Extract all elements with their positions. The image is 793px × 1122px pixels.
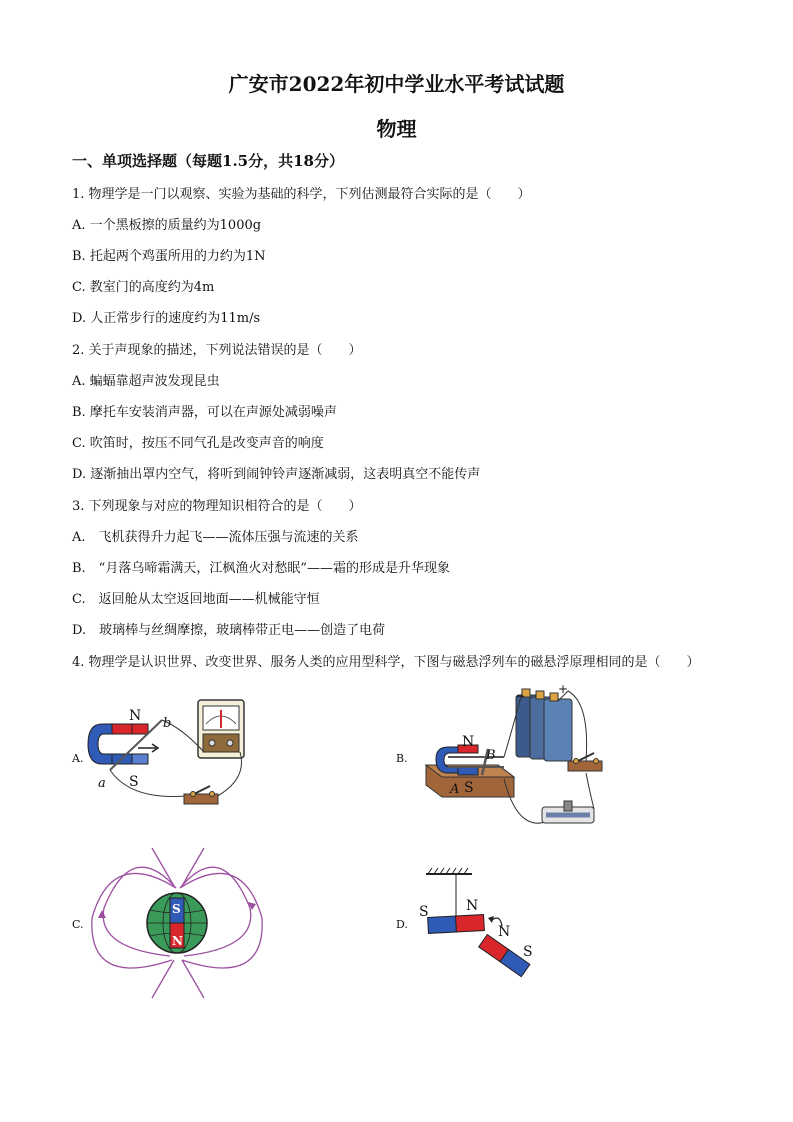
question-2-option-c: C. 吹笛时，按压不同气孔是改变声音的响度 <box>72 436 324 451</box>
figure-d-magnet1-north: N <box>466 898 479 914</box>
figure-d-label: D. <box>396 918 408 931</box>
figure-c-earth-field-diagram <box>92 848 262 998</box>
section-heading: 一、单项选择题（每题1.5分，共18分） <box>72 152 344 170</box>
question-2-option-d: D. 逐渐抽出罩内空气，将听到闹钟铃声逐渐减弱，这表明真空不能传声 <box>72 467 481 482</box>
figure-d-magnet2-north: N <box>498 924 511 940</box>
figure-d-magnet1-south: S <box>419 904 429 920</box>
figure-b-label: B. <box>396 752 408 765</box>
question-1-option-c: C. 教室门的高度约为4m <box>72 280 215 295</box>
question-2-stem: 2. 关于声现象的描述，下列说法错误的是（ ） <box>72 343 362 358</box>
question-2-option-b: B. 摩托车安装消声器，可以在声源处减弱噪声 <box>72 405 337 420</box>
figure-c-label: C. <box>72 918 84 931</box>
question-3-option-a: A. 飞机获得升力起飞——流体压强与流速的关系 <box>72 530 359 545</box>
figure-b-point-b: B <box>486 748 496 763</box>
figure-c-south-label: S <box>172 902 181 916</box>
question-3-option-d: D. 玻璃棒与丝绸摩擦，玻璃棒带正电——创造了电荷 <box>72 623 386 638</box>
figure-a-point-a: a <box>98 776 106 791</box>
question-4-stem: 4. 物理学是认识世界、改变世界、服务人类的应用型科学，下图与磁悬浮列车的磁悬浮原理相同的是（ ） <box>72 655 700 670</box>
figure-b-plus-terminal: + <box>558 682 569 696</box>
figure-a-south-label: S <box>129 774 139 790</box>
figure-d-suspended-magnets-diagram <box>418 868 548 983</box>
figure-a-north-label: N <box>129 708 142 724</box>
exam-title: 广安市2022年初中学业水平考试试题 <box>228 72 565 96</box>
figure-b-minus-terminal: − <box>515 689 526 703</box>
question-1-option-a: A. 一个黑板擦的质量约为1000g <box>72 218 262 233</box>
question-3-option-c: C. 返回舱从太空返回地面——机械能守恒 <box>72 592 320 607</box>
figure-c-north-label: N <box>172 934 183 948</box>
question-1-option-d: D. 人正常步行的速度约为11m/s <box>72 311 261 326</box>
figure-b-point-a: A <box>450 782 460 797</box>
figure-a-point-b: b <box>163 716 172 731</box>
question-3-option-b: B. “月落乌啼霜满天，江枫渔火对愁眠”——霜的形成是升华现象 <box>72 561 450 576</box>
question-3-stem: 3. 下列现象与对应的物理知识相符合的是（ ） <box>72 499 362 514</box>
figure-a-label: A. <box>72 752 84 765</box>
subject-title: 物理 <box>376 117 417 141</box>
figure-d-magnet2-south: S <box>523 944 533 960</box>
figure-a-generator-diagram <box>90 690 260 820</box>
figure-b-south-label: S <box>464 780 474 796</box>
question-2-option-a: A. 蝙蝠靠超声波发现昆虫 <box>72 374 220 389</box>
question-1-option-b: B. 托起两个鸡蛋所用的力约为1N <box>72 249 266 264</box>
figure-b-north-label: N <box>462 734 475 750</box>
figure-b-motor-diagram <box>418 683 613 833</box>
question-1-stem: 1. 物理学是一门以观察、实验为基础的科学，下列估测最符合实际的是（ ） <box>72 187 531 202</box>
